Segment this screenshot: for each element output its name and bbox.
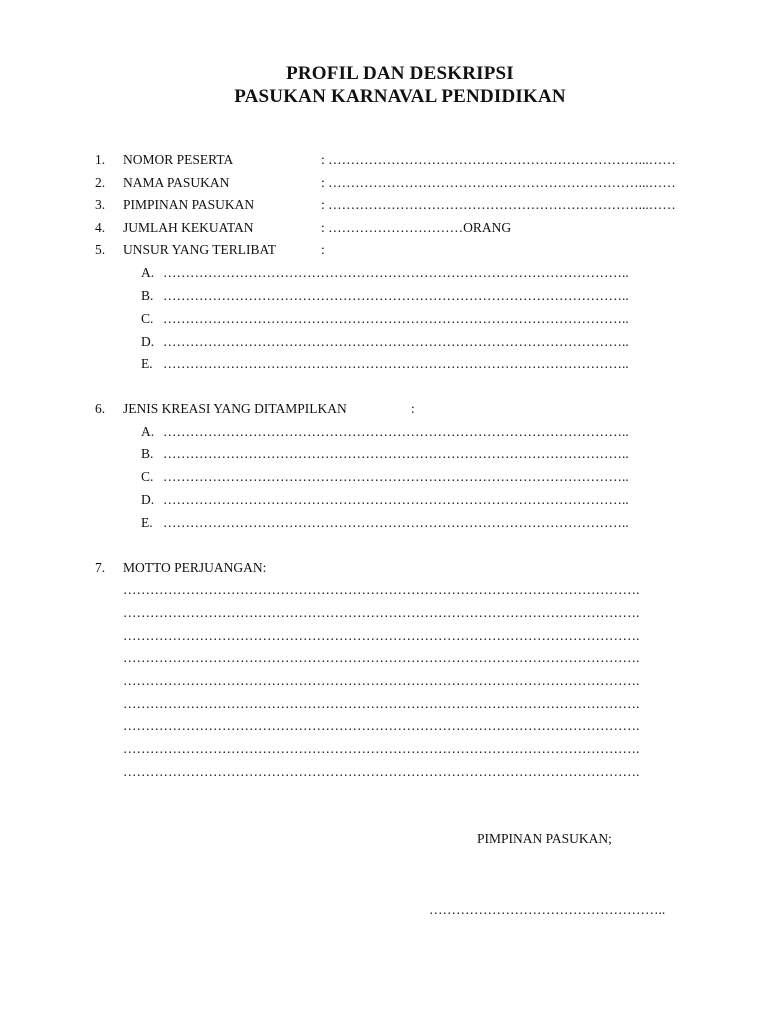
field-number: 2.	[95, 175, 106, 190]
field-value-nama-pasukan[interactable]: : ……………………………………………………………...……	[321, 175, 676, 190]
list-item-letter: C.	[141, 311, 154, 326]
unsur-item-b-line[interactable]: …………………………………………………………………………………………..	[163, 288, 629, 303]
field-number: 7.	[95, 560, 106, 575]
signature-label: PIMPINAN PASUKAN;	[477, 831, 612, 846]
field-number: 1.	[95, 152, 106, 167]
field-label-nomor-peserta: NOMOR PESERTA	[123, 152, 234, 167]
unsur-item-e-line[interactable]: …………………………………………………………………………………………..	[163, 356, 629, 371]
field-number: 3.	[95, 197, 106, 212]
signature-line[interactable]: ……………………………………………..	[429, 902, 666, 917]
unsur-item-c-line[interactable]: …………………………………………………………………………………………..	[163, 311, 629, 326]
kreasi-item-d-line[interactable]: …………………………………………………………………………………………..	[163, 492, 629, 507]
unsur-item-a-line[interactable]: …………………………………………………………………………………………..	[163, 265, 629, 280]
list-item-letter: E.	[141, 515, 153, 530]
kreasi-item-c-line[interactable]: …………………………………………………………………………………………..	[163, 469, 629, 484]
motto-line[interactable]: …………………………………………………………………………………………………….	[123, 628, 640, 643]
field-label-nama-pasukan: NAMA PASUKAN	[123, 175, 230, 190]
list-item-letter: C.	[141, 469, 154, 484]
field-number: 6.	[95, 401, 106, 416]
field-label-unsur-terlibat: UNSUR YANG TERLIBAT	[123, 242, 277, 257]
field-number: 4.	[95, 220, 106, 235]
list-item-letter: D.	[141, 492, 155, 507]
list-item-letter: A.	[141, 265, 155, 280]
kreasi-item-e-line[interactable]: …………………………………………………………………………………………..	[163, 515, 629, 530]
motto-line[interactable]: …………………………………………………………………………………………………….	[123, 741, 640, 756]
list-item-letter: E.	[141, 356, 153, 371]
kreasi-colon: :	[411, 401, 415, 416]
field-number: 5.	[95, 242, 106, 257]
motto-label: MOTTO PERJUANGAN:	[123, 560, 267, 575]
list-item-letter: B.	[141, 288, 154, 303]
list-item-letter: D.	[141, 334, 155, 349]
title-line-2: PASUKAN KARNAVAL PENDIDIKAN	[234, 86, 566, 107]
kreasi-item-a-line[interactable]: …………………………………………………………………………………………..	[163, 424, 629, 439]
unsur-item-d-line[interactable]: …………………………………………………………………………………………..	[163, 334, 629, 349]
motto-line[interactable]: …………………………………………………………………………………………………….	[123, 764, 640, 779]
kreasi-item-b-line[interactable]: …………………………………………………………………………………………..	[163, 446, 629, 461]
field-value-jumlah-kekuatan[interactable]: : …………………………ORANG	[321, 220, 512, 235]
motto-line[interactable]: …………………………………………………………………………………………………….	[123, 605, 640, 620]
field-label-pimpinan-pasukan: PIMPINAN PASUKAN	[123, 197, 255, 212]
field-value-pimpinan-pasukan[interactable]: : ……………………………………………………………...……	[321, 197, 676, 212]
title-line-1: PROFIL DAN DESKRIPSI	[286, 63, 514, 84]
motto-line[interactable]: …………………………………………………………………………………………………….	[123, 650, 640, 665]
motto-line[interactable]: …………………………………………………………………………………………………….	[123, 718, 640, 733]
list-item-letter: A.	[141, 424, 155, 439]
motto-line[interactable]: …………………………………………………………………………………………………….	[123, 696, 640, 711]
kreasi-label: JENIS KREASI YANG DITAMPILKAN	[123, 401, 347, 416]
field-colon-unsur-terlibat: :	[321, 242, 325, 257]
field-value-nomor-peserta[interactable]: : ……………………………………………………………...……	[321, 152, 676, 167]
motto-line[interactable]: …………………………………………………………………………………………………….	[123, 673, 640, 688]
field-label-jumlah-kekuatan: JUMLAH KEKUATAN	[123, 220, 254, 235]
motto-line[interactable]: …………………………………………………………………………………………………….	[123, 582, 640, 597]
list-item-letter: B.	[141, 446, 154, 461]
